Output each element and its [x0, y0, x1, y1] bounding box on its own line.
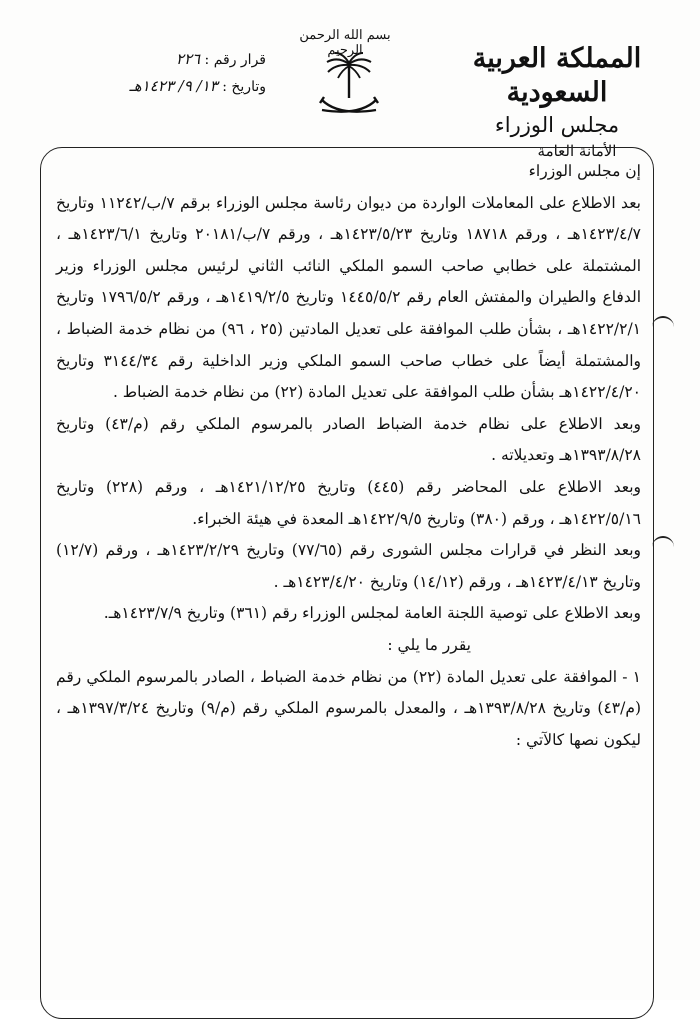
date-label: وتاريخ :	[222, 79, 266, 95]
paragraph: وبعد النظر في قرارات مجلس الشورى رقم (٧٧/٦٥) وتاريخ ١٤٢٣/٢/٢٩هـ ، ورقم (١٢/٧) وتاريخ ١٤٢٣/٤/١٣هـ ، ورقم (١٤/١٢) وتاريخ ١٤٢٣/٤/٢٠هـ .	[56, 541, 641, 591]
basmala: بسم الله الرحمن الرحيم	[299, 28, 391, 58]
paragraph: بعد الاطلاع على المعاملات الواردة من ديوان رئاسة مجلس الوزراء برقم ٧/ب/١١٢٤٢ وتاريخ ١٤٢٣/٤/٧هـ ، ورقم ١٨٧١٨ وتاريخ ١٤٢٣/٥/٢٣هـ ، ورقم ٧/ب/٢٠١٨١ وتاريخ ١٤٢٣/٦/١هـ ، المشتملة على خطابي صاحب السمو الملكي النائب الثاني لرئيس مجلس الوزراء وزير الدفاع والطيران والمفتش العام رقم ١٤٤٥/٥/٢ وتاريخ ١٤١٩/٢/٥هـ ، ورقم ١٧٩٦/٥/٢ وتاريخ ١٤٢٢/٢/١هـ ، بشأن طلب الموافقة على تعديل المادتين (٢٥ ، ٩٦) من نظام خدمة الضباط ، والمشتملة أيضاً على خطاب صاحب السمو الملكي وزير الداخلية رقم ٣١٤٤/٣٤ وتاريخ ١٤٢٢/٤/٢٠هـ بشأن طلب الموافقة على تعديل المادة (٢٢) من نظام خدمة الضباط .	[56, 193, 642, 402]
binder-mark	[652, 536, 674, 552]
opening-line: إن مجلس الوزراء	[528, 162, 641, 180]
document-body	[56, 156, 641, 756]
decision-item: ١ - الموافقة على تعديل المادة (٢٢) من نظام خدمة الضباط ، الصادر بالمرسوم الملكي رقم (م/٤٣) وتاريخ ١٣٩٣/٨/٢٨هـ ، والمعدل بالمرسوم الملكي رقم (م/٩) وتاريخ ١٣٩٧/٣/٢٤هـ ، ليكون نصها كالآتي :	[56, 667, 642, 749]
binder-mark	[652, 316, 674, 332]
decision-date: ١٣/ ٩/ ١٤٢٣هـ	[129, 77, 218, 95]
decision-label: قرار رقم :	[204, 52, 266, 68]
kingdom-name: المملكة العربية السعودية	[472, 43, 642, 108]
paragraph: وبعد الاطلاع على توصية اللجنة العامة لمجلس الوزراء رقم (٣٦١) وتاريخ ١٤٢٣/٧/٩هـ.	[103, 604, 641, 623]
decides-heading: يقرر ما يلي :	[387, 635, 471, 654]
secretariat-name: الأمانة العامة	[537, 142, 617, 160]
paragraph: وبعد الاطلاع على نظام خدمة الضباط الصادر بالمرسوم الملكي رقم (م/٤٣) وتاريخ ١٣٩٣/٨/٢٨هـ وتعديلاته .	[56, 414, 641, 465]
decision-number: ٢٢٦	[175, 50, 201, 68]
decision-date-line	[66, 73, 266, 100]
saudi-emblem-icon	[318, 50, 380, 122]
decision-info	[66, 46, 266, 100]
decision-number-line	[66, 46, 266, 73]
council-name: مجلس الوزراء	[494, 113, 620, 137]
letterhead	[442, 42, 672, 162]
paragraph: وبعد الاطلاع على المحاضر رقم (٤٤٥) وتاريخ ١٤٢١/١٢/٢٥هـ ، ورقم (٢٢٨) وتاريخ ١٤٢٢/٥/١٦هـ ، ورقم (٣٨٠) وتاريخ ١٤٢٢/٩/٥هـ المعدة في هيئة الخبراء.	[56, 477, 641, 528]
